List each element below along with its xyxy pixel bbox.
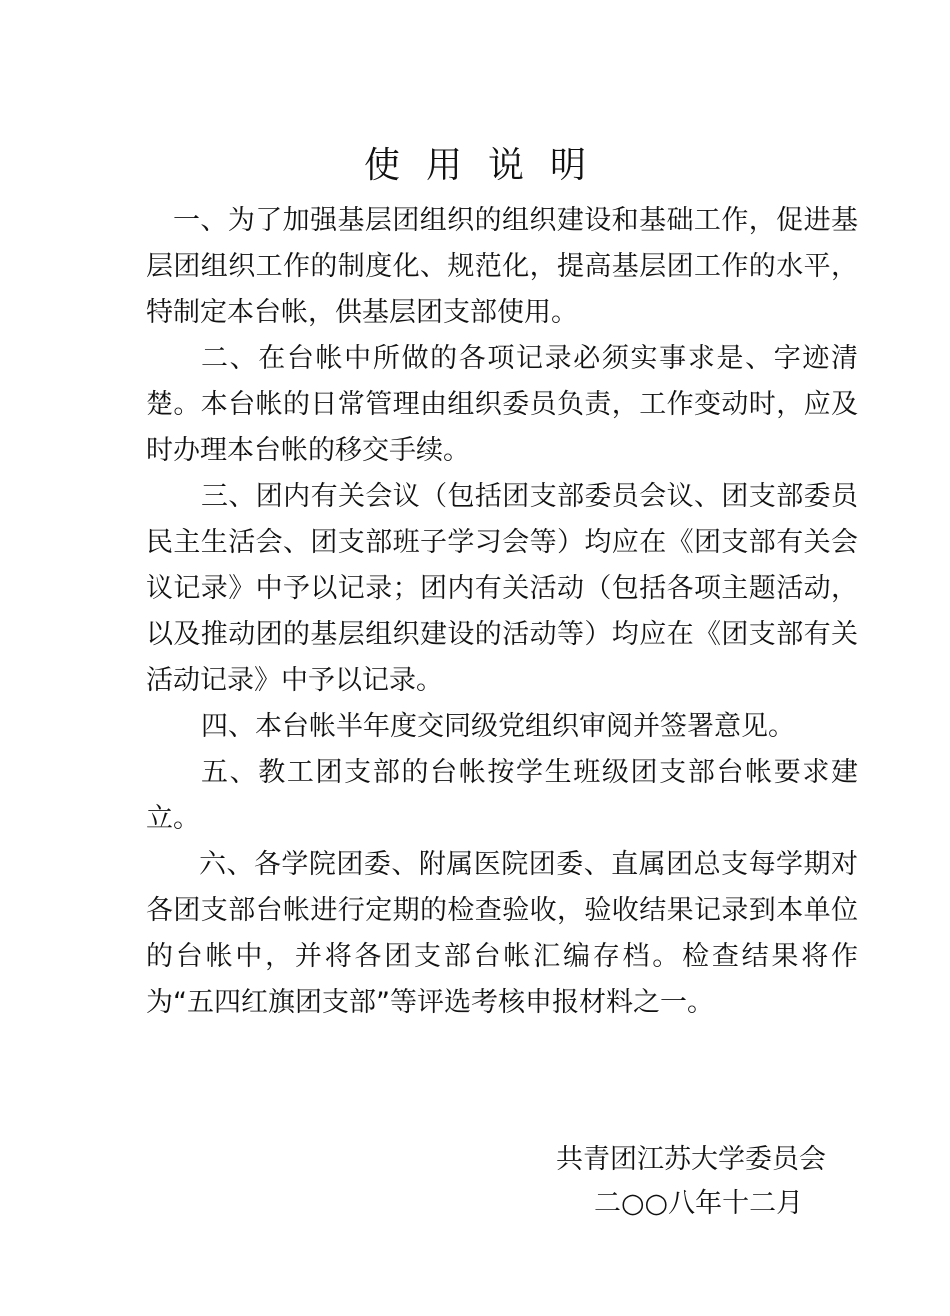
paragraph-3: 三、团内有关会议（包括团支部委员会议、团支部委员民主生活会、团支部班子学习会等）均应在《团支部有关会议记录》中予以记录；团内有关活动（包括各项主题活动，以及推动团的基层组织建设的活动等）均应在《团支部有关活动记录》中予以记录。 [146,481,858,696]
paragraph-6: 六、各学院团委、附属医院团委、直属团总支每学期对各团支部台帐进行定期的检查验收，验收结果记录到本单位的台帐中，并将各团支部台帐汇编存档。检查结果将作为“五四红旗团支部”等评选考核申报材料之一。 [146,849,858,1018]
paragraph-1: 一、为了加强基层团组织的组织建设和基础工作，促进基层团组织工作的制度化、规范化，提高基层团工作的水平，特制定本台帐，供基层团支部使用。 [146,205,858,328]
signature-date: 二○○八年十二月 [594,1188,804,1219]
paragraph-4: 四、本台帐半年度交同级党组织审阅并签署意见。 [201,711,795,742]
paragraph-5: 五、教工团支部的台帐按学生班级团支部台帐要求建立。 [146,757,858,834]
instructions-body [146,198,858,1026]
page-title: 使用说明 [363,145,612,186]
signature-organization: 共青团江苏大学委员会 [556,1144,826,1175]
paragraph-2: 二、在台帐中所做的各项记录必须实事求是、字迹清楚。本台帐的日常管理由组织委员负责，工作变动时，应及时办理本台帐的移交手续。 [146,343,858,466]
